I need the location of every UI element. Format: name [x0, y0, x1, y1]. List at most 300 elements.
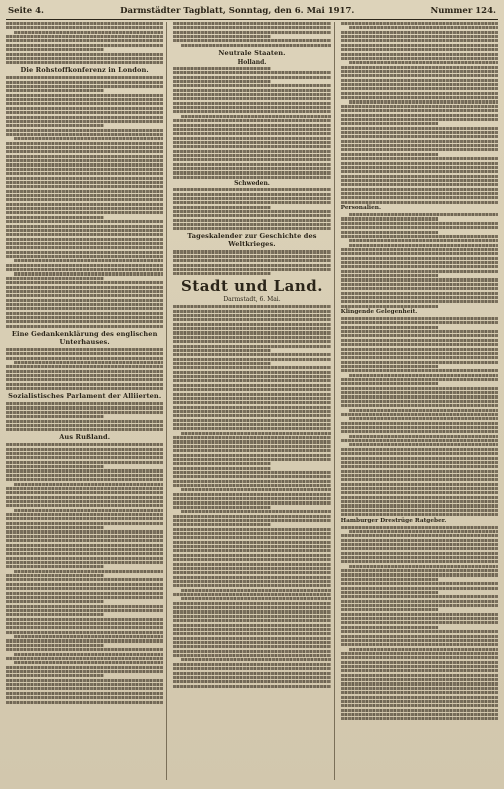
text-line [181, 115, 330, 118]
text-line [341, 201, 498, 204]
text-line [173, 93, 330, 96]
text-line [341, 261, 498, 264]
text-line [173, 619, 330, 622]
text-line [173, 628, 330, 631]
text-line [173, 250, 330, 253]
text-line [341, 326, 439, 329]
text-line [6, 325, 163, 328]
text-line [173, 650, 330, 653]
text-line [6, 220, 163, 223]
text-line [173, 571, 330, 574]
text-line [173, 110, 330, 113]
text-line [173, 163, 330, 166]
text-line [349, 100, 498, 103]
text-line [349, 648, 498, 651]
text-line [173, 480, 330, 483]
text-line [6, 469, 163, 472]
text-line [173, 567, 330, 570]
text-line [341, 53, 498, 56]
text-line [341, 235, 498, 238]
text-line [6, 107, 163, 110]
text-line [173, 268, 330, 271]
text-line [6, 264, 163, 267]
text-line [173, 176, 330, 179]
text-line [6, 517, 163, 520]
text-line [341, 461, 498, 464]
text-line [6, 415, 104, 418]
text-line [6, 526, 104, 529]
text-line [173, 484, 330, 487]
text-line [6, 420, 163, 423]
text-line [6, 631, 163, 634]
text-line [173, 497, 330, 500]
text-line [6, 352, 163, 355]
text-line [6, 172, 163, 175]
text-line [6, 692, 163, 695]
text-line [6, 216, 104, 219]
text-line [6, 544, 163, 547]
text-line [341, 192, 498, 195]
text-line [6, 411, 163, 414]
text-line [181, 589, 330, 592]
text-line [6, 168, 163, 171]
text-line [6, 474, 163, 477]
text-line [6, 539, 163, 542]
text-line [341, 552, 498, 555]
text-line [173, 549, 330, 552]
text-line [6, 48, 104, 51]
text-line [6, 574, 104, 577]
text-line [173, 475, 330, 478]
text-line [6, 365, 163, 368]
text-line [6, 406, 163, 409]
text-line [173, 458, 330, 461]
text-line [341, 669, 498, 672]
text-line [6, 696, 163, 699]
text-line [173, 97, 330, 100]
text-line [173, 188, 330, 191]
text-line [6, 307, 163, 310]
text-line [14, 483, 163, 486]
text-line [341, 560, 498, 563]
text-line [6, 679, 163, 682]
text-line [6, 622, 163, 625]
text-line [173, 124, 330, 127]
text-line [341, 547, 498, 550]
text-line [173, 462, 271, 465]
text-line [341, 474, 498, 477]
text-line [341, 144, 498, 147]
text-line [173, 345, 330, 348]
text-line [341, 526, 498, 529]
text-line [173, 39, 330, 42]
text-line [341, 395, 498, 398]
text-line [173, 667, 330, 670]
text-line [341, 487, 498, 490]
text-line [341, 682, 498, 685]
text-line [173, 676, 330, 679]
text-line [173, 615, 330, 618]
text-line [6, 587, 163, 590]
text-line [173, 536, 330, 539]
text-line [173, 227, 330, 230]
text-line [341, 231, 439, 234]
text-line [173, 264, 330, 267]
text-line [173, 145, 330, 148]
text-line [341, 661, 498, 664]
text-line [181, 44, 330, 47]
text-line [341, 635, 498, 638]
text-line [341, 491, 498, 494]
text-line [341, 483, 498, 486]
text-line [6, 618, 163, 621]
text-line [181, 488, 330, 491]
text-block [6, 22, 163, 64]
text-line [341, 226, 498, 229]
text-line [173, 314, 330, 317]
text-line [173, 214, 330, 217]
text-line [6, 561, 163, 564]
text-line [173, 375, 330, 378]
text-line [6, 229, 163, 232]
text-line [341, 656, 498, 659]
text-line [6, 111, 163, 114]
text-line [6, 85, 163, 88]
text-block [6, 348, 163, 390]
text-line [173, 654, 330, 657]
text-line [173, 22, 330, 25]
text-line [6, 513, 163, 516]
text-line [6, 181, 163, 184]
text-line [6, 522, 163, 525]
text-line [173, 528, 330, 531]
text-line [6, 666, 163, 669]
subheading-holland: Holland. [237, 58, 267, 66]
text-line [6, 443, 163, 446]
text-line [6, 299, 163, 302]
text-line [173, 76, 330, 79]
text-line [341, 127, 498, 130]
text-line [341, 118, 498, 121]
text-line [173, 84, 330, 87]
text-line [181, 432, 330, 435]
text-line [173, 150, 330, 153]
text-line [173, 132, 330, 135]
text-line [173, 584, 330, 587]
text-line [341, 330, 498, 333]
text-line [341, 404, 498, 407]
text-line [14, 635, 163, 638]
text-line [341, 74, 498, 77]
text-line [6, 504, 163, 507]
text-line [341, 700, 498, 703]
heading-neutrale-staaten: Neutrale Staaten. [218, 48, 286, 57]
text-line [6, 242, 163, 245]
text-line [6, 644, 104, 647]
heading-rohstoffkonferenz: Die Rohstoffkonferenz in London. [20, 66, 149, 75]
text-line [349, 530, 498, 533]
text-line [341, 170, 498, 173]
text-line [6, 294, 163, 297]
text-line [173, 67, 271, 70]
text-line [341, 183, 498, 186]
text-line [6, 133, 163, 136]
masthead-rule [6, 19, 498, 20]
text-line [173, 388, 330, 391]
text-line [6, 102, 163, 105]
text-line [6, 565, 104, 568]
text-line [6, 44, 163, 47]
text-line [173, 672, 330, 675]
text-line [341, 114, 498, 117]
text-block [173, 188, 330, 230]
text-line [173, 259, 330, 262]
text-line [341, 587, 498, 590]
text-line [173, 602, 330, 605]
text-line [6, 535, 163, 538]
text-line [341, 509, 498, 512]
text-line [6, 281, 163, 284]
text-line [173, 197, 330, 200]
text-line [341, 569, 498, 572]
text-line [6, 596, 163, 599]
text-line [349, 435, 498, 438]
text-line [181, 510, 330, 513]
text-block [173, 22, 330, 47]
text-line [341, 283, 498, 286]
text-line [349, 409, 498, 412]
text-line [173, 255, 330, 258]
text-block [341, 22, 498, 204]
text-line [6, 592, 163, 595]
text-line [173, 532, 330, 535]
text-line [14, 361, 163, 364]
text-block [6, 402, 163, 431]
text-line [173, 641, 330, 644]
text-line [173, 167, 330, 170]
text-line [173, 624, 330, 627]
text-line [6, 548, 163, 551]
text-line [341, 296, 498, 299]
text-line [349, 213, 498, 216]
text-line [341, 361, 498, 364]
text-line [341, 66, 498, 69]
text-line [341, 48, 498, 51]
text-line [173, 323, 330, 326]
text-line [349, 61, 498, 64]
text-line [173, 593, 330, 596]
text-line [173, 445, 330, 448]
issue-number: Nummer 124. [430, 6, 496, 16]
text-line [173, 366, 330, 369]
text-line [341, 643, 498, 646]
text-line [341, 691, 498, 694]
text-line [341, 678, 498, 681]
text-line [341, 391, 498, 394]
text-line [6, 177, 163, 180]
text-line [173, 563, 330, 566]
text-line [6, 312, 163, 315]
text-line [173, 80, 271, 83]
text-line [341, 265, 498, 268]
text-line [341, 470, 498, 473]
text-line [173, 26, 330, 29]
text-line [341, 556, 498, 559]
text-line [6, 129, 163, 132]
text-line [341, 430, 498, 433]
text-line [173, 35, 271, 38]
text-line [6, 448, 163, 451]
text-line [173, 353, 330, 356]
text-line [6, 613, 104, 616]
text-line [341, 162, 498, 165]
text-line [6, 120, 163, 123]
text-line [341, 140, 498, 143]
text-line [173, 427, 330, 430]
text-line [173, 523, 271, 526]
text-line [341, 674, 498, 677]
text-line [6, 26, 163, 29]
text-line [173, 272, 271, 275]
text-line [6, 207, 163, 210]
column-1 [6, 22, 167, 780]
text-line [341, 257, 498, 260]
text-line [173, 119, 330, 122]
text-line [341, 365, 439, 368]
heading-aus-russland: Aus Rußland. [59, 433, 111, 442]
text-line [6, 378, 163, 381]
text-line [341, 83, 498, 86]
text-line [173, 327, 330, 330]
text-line [341, 22, 498, 25]
text-line [173, 401, 330, 404]
text-line [341, 639, 498, 642]
text-line [341, 608, 439, 611]
text-line [173, 519, 330, 522]
text-line [341, 457, 498, 460]
text-line [341, 687, 498, 690]
text-line [6, 452, 163, 455]
text-line [6, 190, 163, 193]
text-line [341, 352, 498, 355]
text-block [6, 76, 163, 328]
text-line [173, 201, 330, 204]
text-line [341, 278, 498, 281]
text-line [173, 379, 330, 382]
text-line [341, 287, 498, 290]
text-line [341, 717, 498, 720]
text-line [349, 417, 498, 420]
text-line [6, 277, 104, 280]
text-line [173, 358, 330, 361]
runin-ratgeber: Hamburger Drestrüge Ratgeber. [340, 517, 447, 524]
text-line [341, 534, 498, 537]
text-line [173, 331, 330, 334]
text-line [6, 674, 104, 677]
text-line [14, 570, 163, 573]
text-line [173, 206, 271, 209]
text-line [349, 244, 498, 247]
text-line [173, 141, 330, 144]
text-line [173, 210, 330, 213]
text-line [6, 163, 163, 166]
text-line [173, 154, 330, 157]
text-line [341, 356, 498, 359]
text-line [6, 251, 163, 254]
text-line [14, 509, 163, 512]
text-line [341, 713, 498, 716]
text-line [6, 320, 163, 323]
text-block [341, 526, 498, 721]
text-line [173, 71, 330, 74]
text-line [341, 465, 498, 468]
text-line [6, 150, 163, 153]
text-line [341, 131, 498, 134]
text-line [341, 709, 498, 712]
text-line [341, 630, 498, 633]
text-line [173, 449, 330, 452]
runin-gelegenheit: Klingende Gelegenheit. [340, 309, 418, 315]
text-line [14, 259, 163, 262]
text-line [6, 142, 163, 145]
text-line [341, 369, 498, 372]
text-line [341, 270, 498, 273]
text-line [6, 39, 163, 42]
text-line [341, 613, 498, 616]
text-line [173, 663, 330, 666]
text-line [341, 382, 439, 385]
text-line [173, 414, 330, 417]
text-line [173, 419, 330, 422]
text-line [341, 591, 439, 594]
text-line [6, 465, 104, 468]
text-line [6, 185, 163, 188]
text-line [341, 70, 498, 73]
text-line [14, 653, 163, 656]
text-line [173, 384, 330, 387]
text-line [341, 292, 498, 295]
text-block [173, 67, 330, 179]
text-line [6, 387, 163, 390]
text-line [341, 39, 498, 42]
text-line [6, 687, 163, 690]
text-line [341, 422, 498, 425]
text-line [6, 383, 163, 386]
text-line [6, 225, 163, 228]
text-line [341, 305, 439, 308]
text-line [6, 35, 163, 38]
text-line [341, 188, 498, 191]
text-line [341, 96, 498, 99]
text-block [173, 305, 330, 687]
text-line [6, 657, 163, 660]
text-line [6, 496, 163, 499]
text-line [341, 300, 498, 303]
text-line [6, 198, 163, 201]
text-line [341, 478, 498, 481]
text-line [6, 57, 163, 60]
text-line [6, 246, 163, 249]
text-line [341, 79, 498, 82]
text-line [173, 158, 330, 161]
text-line [341, 153, 439, 156]
text-line [173, 680, 330, 683]
text-line [341, 157, 498, 160]
text-line [6, 583, 163, 586]
text-line [173, 393, 330, 396]
text-line [173, 467, 271, 470]
text-line [173, 471, 330, 474]
